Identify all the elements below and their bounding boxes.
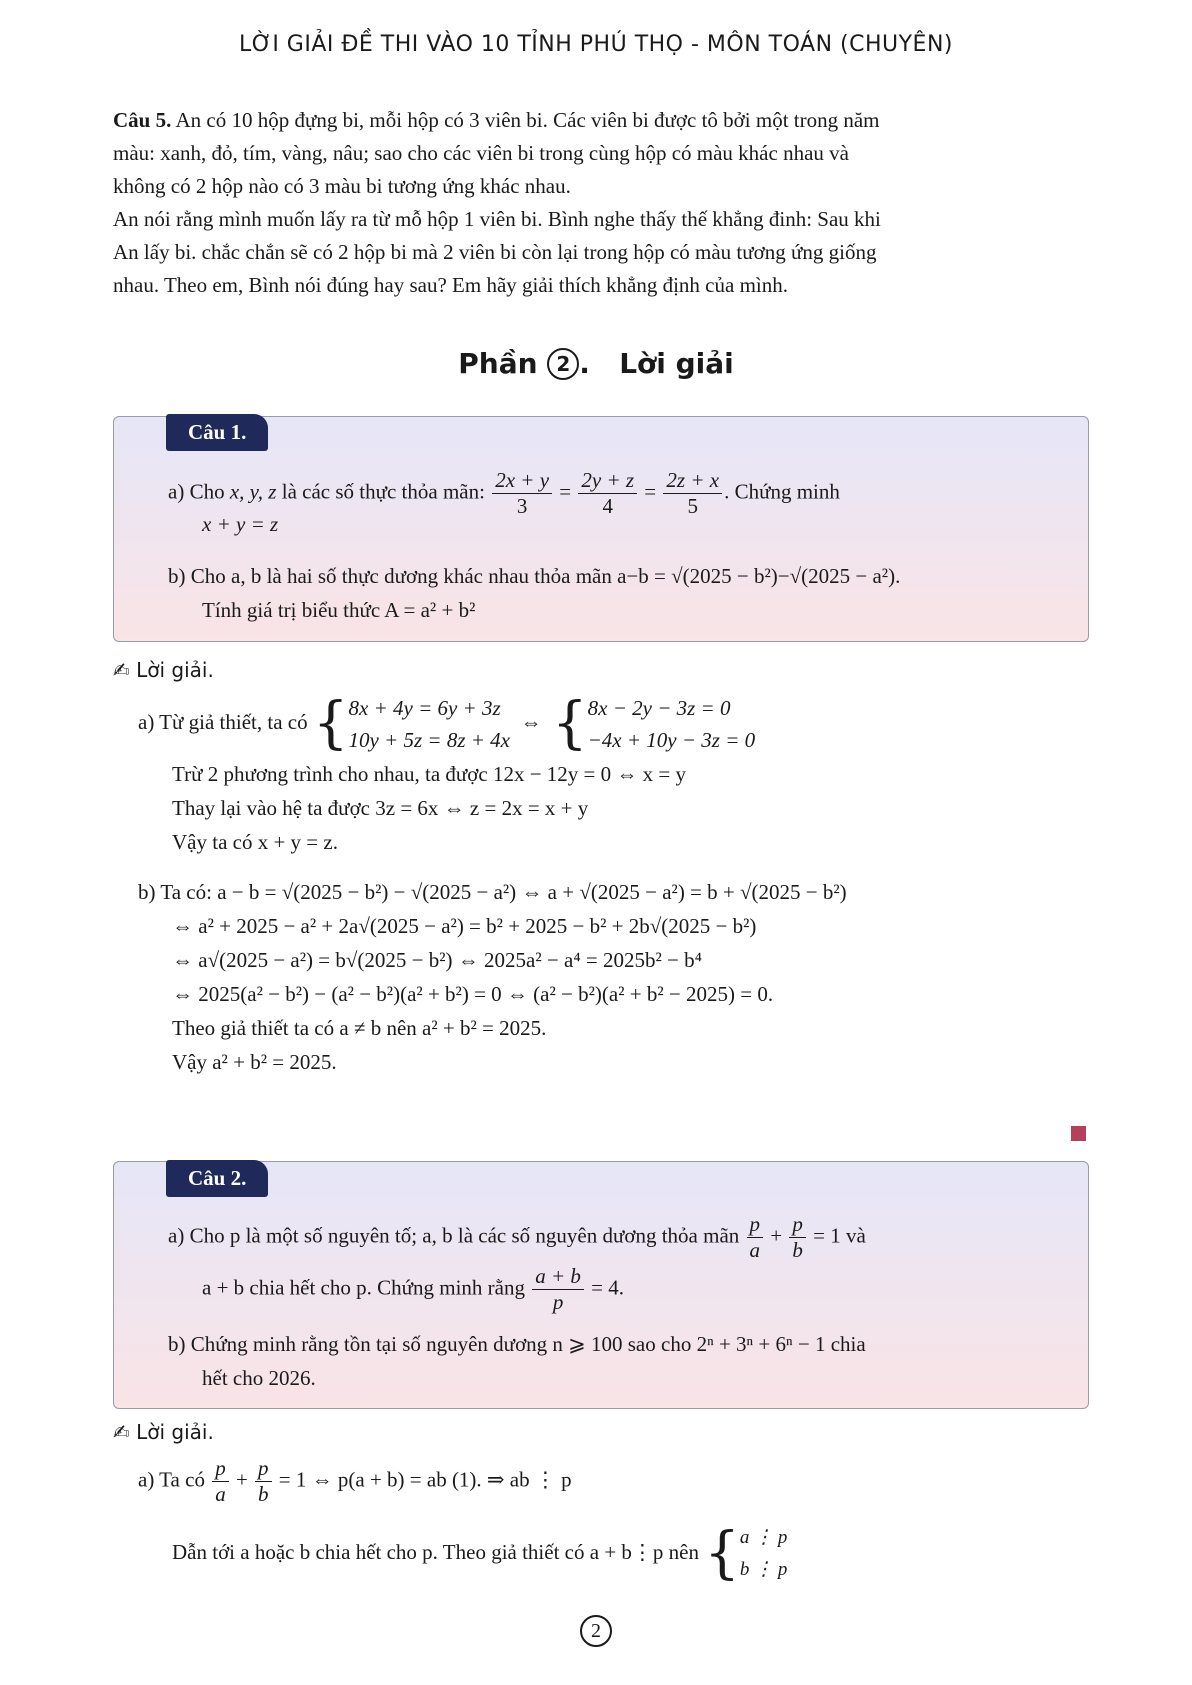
- question-1a: a) Cho x, y, z là các số thực thỏa mãn: $\frac{2x + y}{3}$ = $\frac{2y + z}{4}$ = $\frac{2z + x}{5}$ . Chứng minh: [168, 468, 840, 518]
- problem-5-line: không có 2 hộp nào có 3 màu bi tương ứng khác nhau.: [113, 174, 571, 198]
- solution-2-label: ✍ Lời giải.: [113, 1420, 214, 1444]
- part-number-circle: 2: [547, 348, 579, 380]
- solution-1a-line: Thay lại vào hệ ta được 3z = 6x ⇔ z = 2x = x + y: [172, 796, 589, 820]
- problem-5-line: màu: xanh, đỏ, tím, vàng, nâu; sao cho các viên bi trong cùng hộp có màu khác nhau và: [113, 141, 849, 165]
- solution-1b-line: b) Ta có: a − b = √(2025 − b²) − √(2025 − a²) ⇔ a + √(2025 − a²) = b + √(2025 − b²): [138, 880, 847, 904]
- problem-5: [113, 104, 1093, 302]
- solution-1b-line: ⇔ a² + 2025 − a² + 2a√(2025 − a²) = b² + 2025 − b² + 2b√(2025 − b²): [172, 914, 757, 938]
- fraction: $\frac{p}{b}$: [255, 1456, 272, 1507]
- problem-5-line: An nói rằng mình muốn lấy ra từ mỗ hộp 1 viên bi. Bình nghe thấy thế khẳng đinh: Sau khi: [113, 207, 881, 231]
- fraction: $\frac{2x + y}{3}$: [492, 468, 552, 519]
- solution-1a-line: Trừ 2 phương trình cho nhau, ta được 12x − 12y = 0 ⇔ x = y: [172, 762, 686, 786]
- solution-1b-line: ⇔ 2025(a² − b²) − (a² − b²)(a² + b²) = 0 ⇔ (a² − b²)(a² + b² − 2025) = 0.: [172, 982, 774, 1006]
- question-2b-line2: hết cho 2026.: [202, 1366, 316, 1390]
- brace-icon: {: [552, 691, 588, 756]
- solution-1-label: ✍ Lời giải.: [113, 658, 214, 682]
- solution-1a-system: a) Từ giả thiết, ta có { 8x + 4y = 6y + 3z 10y + 5z = 8z + 4x ⇔ { 8x − 2y − 3z = 0 −4x + 10y − 3z = 0: [138, 691, 756, 756]
- solution-1b-line: Theo giả thiết ta có a ≠ b nên a² + b² = 2025.: [172, 1016, 547, 1040]
- page-header: LỜI GIẢI ĐỀ THI VÀO 10 TỈNH PHÚ THỌ - MÔN TOÁN (CHUYÊN): [238, 32, 954, 57]
- pen-icon: ✍: [113, 1420, 130, 1444]
- question-2b-line1: b) Chứng minh rằng tồn tại số nguyên dương n ⩾ 100 sao cho 2ⁿ + 3ⁿ + 6ⁿ − 1 chia: [168, 1332, 866, 1356]
- question-1a-line2: x + y = z: [202, 512, 279, 536]
- fraction: $\frac{2y + z}{4}$: [578, 468, 637, 519]
- question-2-tab: Câu 2.: [166, 1160, 268, 1197]
- fraction: $\frac{p}{b}$: [789, 1212, 806, 1263]
- brace-icon: {: [704, 1521, 740, 1586]
- solution-2a-line1: a) Ta có $\frac{p}{a}$ + $\frac{p}{b}$ = 1 ⇔ p(a + b) = ab (1). ⇒ ab ⋮ p: [138, 1456, 572, 1506]
- fraction: $\frac{2z + x}{5}$: [663, 468, 722, 519]
- fraction: $\frac{p}{a}$: [212, 1456, 229, 1507]
- fraction: $\frac{p}{a}$: [747, 1212, 764, 1263]
- fraction: $\frac{a + b}{p}$: [532, 1264, 584, 1315]
- solution-1b-line: Vậy a² + b² = 2025.: [172, 1050, 337, 1074]
- solution-1b-line: ⇔ a√(2025 − a²) = b√(2025 − b²) ⇔ 2025a² − a⁴ = 2025b² − b⁴: [172, 948, 702, 972]
- problem-5-label: Câu 5.: [113, 108, 172, 132]
- page-number: 2: [580, 1615, 612, 1647]
- problem-5-line: An có 10 hộp đựng bi, mỗi hộp có 3 viên bi. Các viên bi được tô bởi một trong năm: [175, 108, 880, 132]
- question-2a-line1: a) Cho p là một số nguyên tố; a, b là các số nguyên dương thỏa mãn $\frac{p}{a}$ + $\frac{p}{b}$ = 1 và: [168, 1212, 866, 1262]
- solution-1a-line: Vậy ta có x + y = z.: [172, 830, 338, 854]
- question-1b-line1: b) Cho a, b là hai số thực dương khác nhau thỏa mãn a−b = √(2025 − b²)−√(2025 − a²).: [168, 564, 901, 588]
- problem-5-line: An lấy bi. chắc chắn sẽ có 2 hộp bi mà 2 viên bi còn lại trong hộp có màu tương ứng giống: [113, 240, 877, 264]
- problem-5-line: nhau. Theo em, Bình nói đúng hay sau? Em hãy giải thích khẳng định của mình.: [113, 273, 788, 297]
- solution-2a-line2: Dẫn tới a hoặc b chia hết cho p. Theo giả thiết có a + b⋮p nên { a ⋮ p b ⋮ p: [172, 1521, 788, 1586]
- question-2a-line2: a + b chia hết cho p. Chứng minh rằng $\frac{a + b}{p}$ = 4.: [202, 1264, 625, 1314]
- question-1-tab: Câu 1.: [166, 414, 268, 451]
- brace-icon: {: [312, 691, 349, 756]
- pen-icon: ✍: [113, 658, 130, 682]
- qed-square-icon: [1071, 1126, 1086, 1141]
- question-1b-line2: Tính giá trị biểu thức A = a² + b²: [202, 598, 476, 622]
- part-title: Phần 2 . Lời giải: [458, 347, 734, 380]
